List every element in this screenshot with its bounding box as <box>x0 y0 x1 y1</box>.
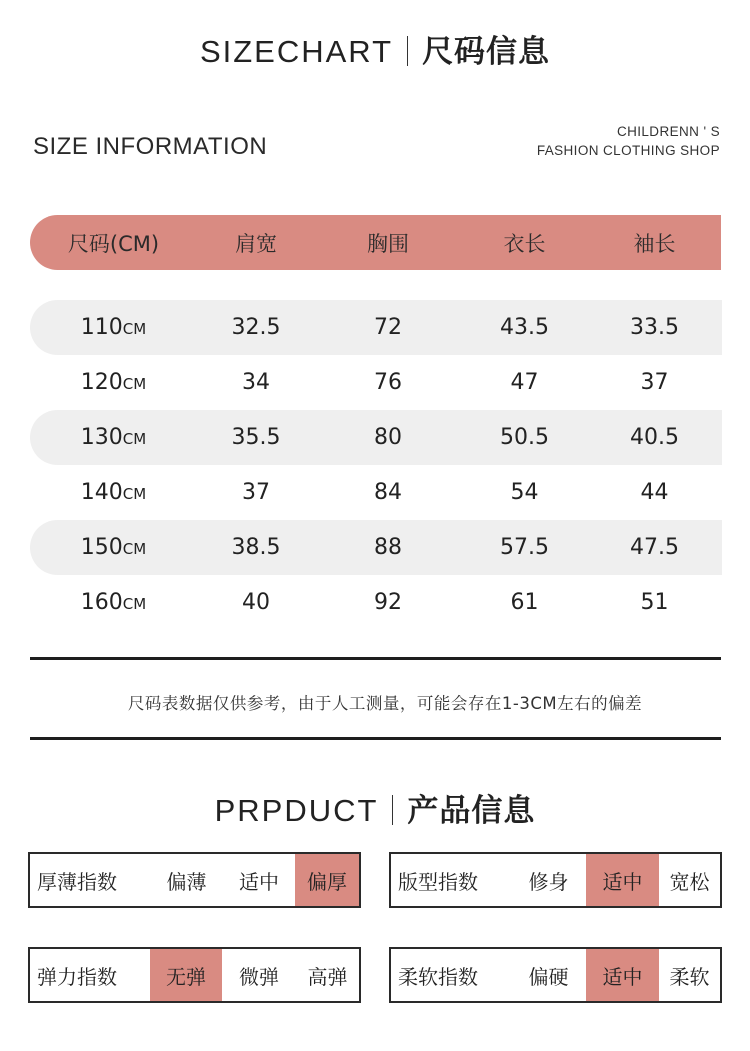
product-title <box>0 785 750 830</box>
thickness-index <box>28 852 361 908</box>
chest-cell: 80 <box>374 425 402 450</box>
sleeve-cell: 44 <box>640 480 669 505</box>
length-cell: 54 <box>510 480 539 505</box>
header-size: 尺码(CM) <box>67 231 160 256</box>
thickness-index-title: 厚薄指数 <box>37 869 117 894</box>
product-title-cn: 产品信息 <box>407 793 536 829</box>
chest-cell: 88 <box>374 535 402 560</box>
sleeve-cell: 47.5 <box>630 535 679 560</box>
length-cell: 43.5 <box>500 315 549 340</box>
size-cell: 140CM <box>80 480 147 505</box>
shoulder-cell: 37 <box>242 480 270 505</box>
option-thin: 偏薄 <box>166 869 207 894</box>
divider-top <box>30 657 721 660</box>
elasticity-index-title: 弹力指数 <box>37 964 117 989</box>
sleeve-cell: 33.5 <box>630 315 679 340</box>
chest-cell: 92 <box>374 590 402 615</box>
table-row <box>30 355 722 410</box>
length-cell: 61 <box>510 590 539 615</box>
shop-line-1: CHILDRENN ' S <box>616 124 720 139</box>
sleeve-cell: 40.5 <box>630 425 679 450</box>
option-thick-selected: 偏厚 <box>295 854 359 906</box>
product-title-divider <box>392 795 393 825</box>
sleeve-cell: 51 <box>640 590 669 615</box>
chest-cell: 84 <box>374 480 402 505</box>
divider-bottom <box>30 737 721 740</box>
length-cell: 50.5 <box>500 425 549 450</box>
title-en: SIZECHART <box>199 34 394 69</box>
table-row <box>30 465 722 520</box>
table-row <box>30 300 722 355</box>
chest-cell: 72 <box>374 315 402 340</box>
shop-name <box>537 122 720 160</box>
option-slight-stretch: 微弹 <box>239 964 279 989</box>
shoulder-cell: 38.5 <box>231 535 281 560</box>
length-cell: 57.5 <box>500 535 549 560</box>
page-title <box>0 26 750 71</box>
size-cell: 130CM <box>80 425 147 450</box>
product-title-en: PRPDUCT <box>214 793 379 828</box>
softness-index <box>389 947 722 1003</box>
fit-index-title: 版型指数 <box>398 869 478 894</box>
option-high-stretch: 高弹 <box>307 964 348 989</box>
title-cn: 尺码信息 <box>422 34 551 70</box>
size-cell: 120CM <box>80 370 147 395</box>
table-row <box>30 575 722 630</box>
option-hard: 偏硬 <box>528 964 569 989</box>
title-divider <box>407 36 408 66</box>
option-soft: 柔软 <box>669 964 710 989</box>
option-medium: 适中 <box>239 869 279 894</box>
shoulder-cell: 40 <box>242 590 270 615</box>
option-loose: 宽松 <box>669 869 710 894</box>
size-cell: 160CM <box>80 590 147 615</box>
length-cell: 47 <box>510 370 539 395</box>
header-chest: 胸围 <box>367 231 409 256</box>
table-row <box>30 410 722 465</box>
chest-cell: 76 <box>374 370 402 395</box>
table-row <box>30 520 722 575</box>
option-moderate-selected: 适中 <box>586 949 659 1001</box>
shoulder-cell: 32.5 <box>231 315 281 340</box>
header-length: 衣长 <box>503 231 546 256</box>
size-table-header <box>30 215 721 270</box>
elasticity-index <box>28 947 361 1003</box>
sleeve-cell: 37 <box>640 370 669 395</box>
option-slim: 修身 <box>528 869 569 894</box>
measurement-note: 尺码表数据仅供参考，由于人工测量，可能会存在1-3CM左右的偏差 <box>127 694 643 713</box>
option-regular-selected: 适中 <box>586 854 659 906</box>
size-information-label: SIZE INFORMATION <box>33 133 268 160</box>
softness-index-title: 柔软指数 <box>398 964 478 989</box>
shop-line-2: FASHION CLOTHING SHOP <box>536 143 720 158</box>
header-sleeve: 袖长 <box>633 231 676 256</box>
option-no-stretch-selected: 无弹 <box>150 949 222 1001</box>
fit-index <box>389 852 722 908</box>
header-shoulder: 肩宽 <box>235 231 277 256</box>
shoulder-cell: 34 <box>242 370 270 395</box>
shoulder-cell: 35.5 <box>231 425 281 450</box>
size-cell: 150CM <box>80 535 147 560</box>
size-cell: 110CM <box>80 315 147 340</box>
